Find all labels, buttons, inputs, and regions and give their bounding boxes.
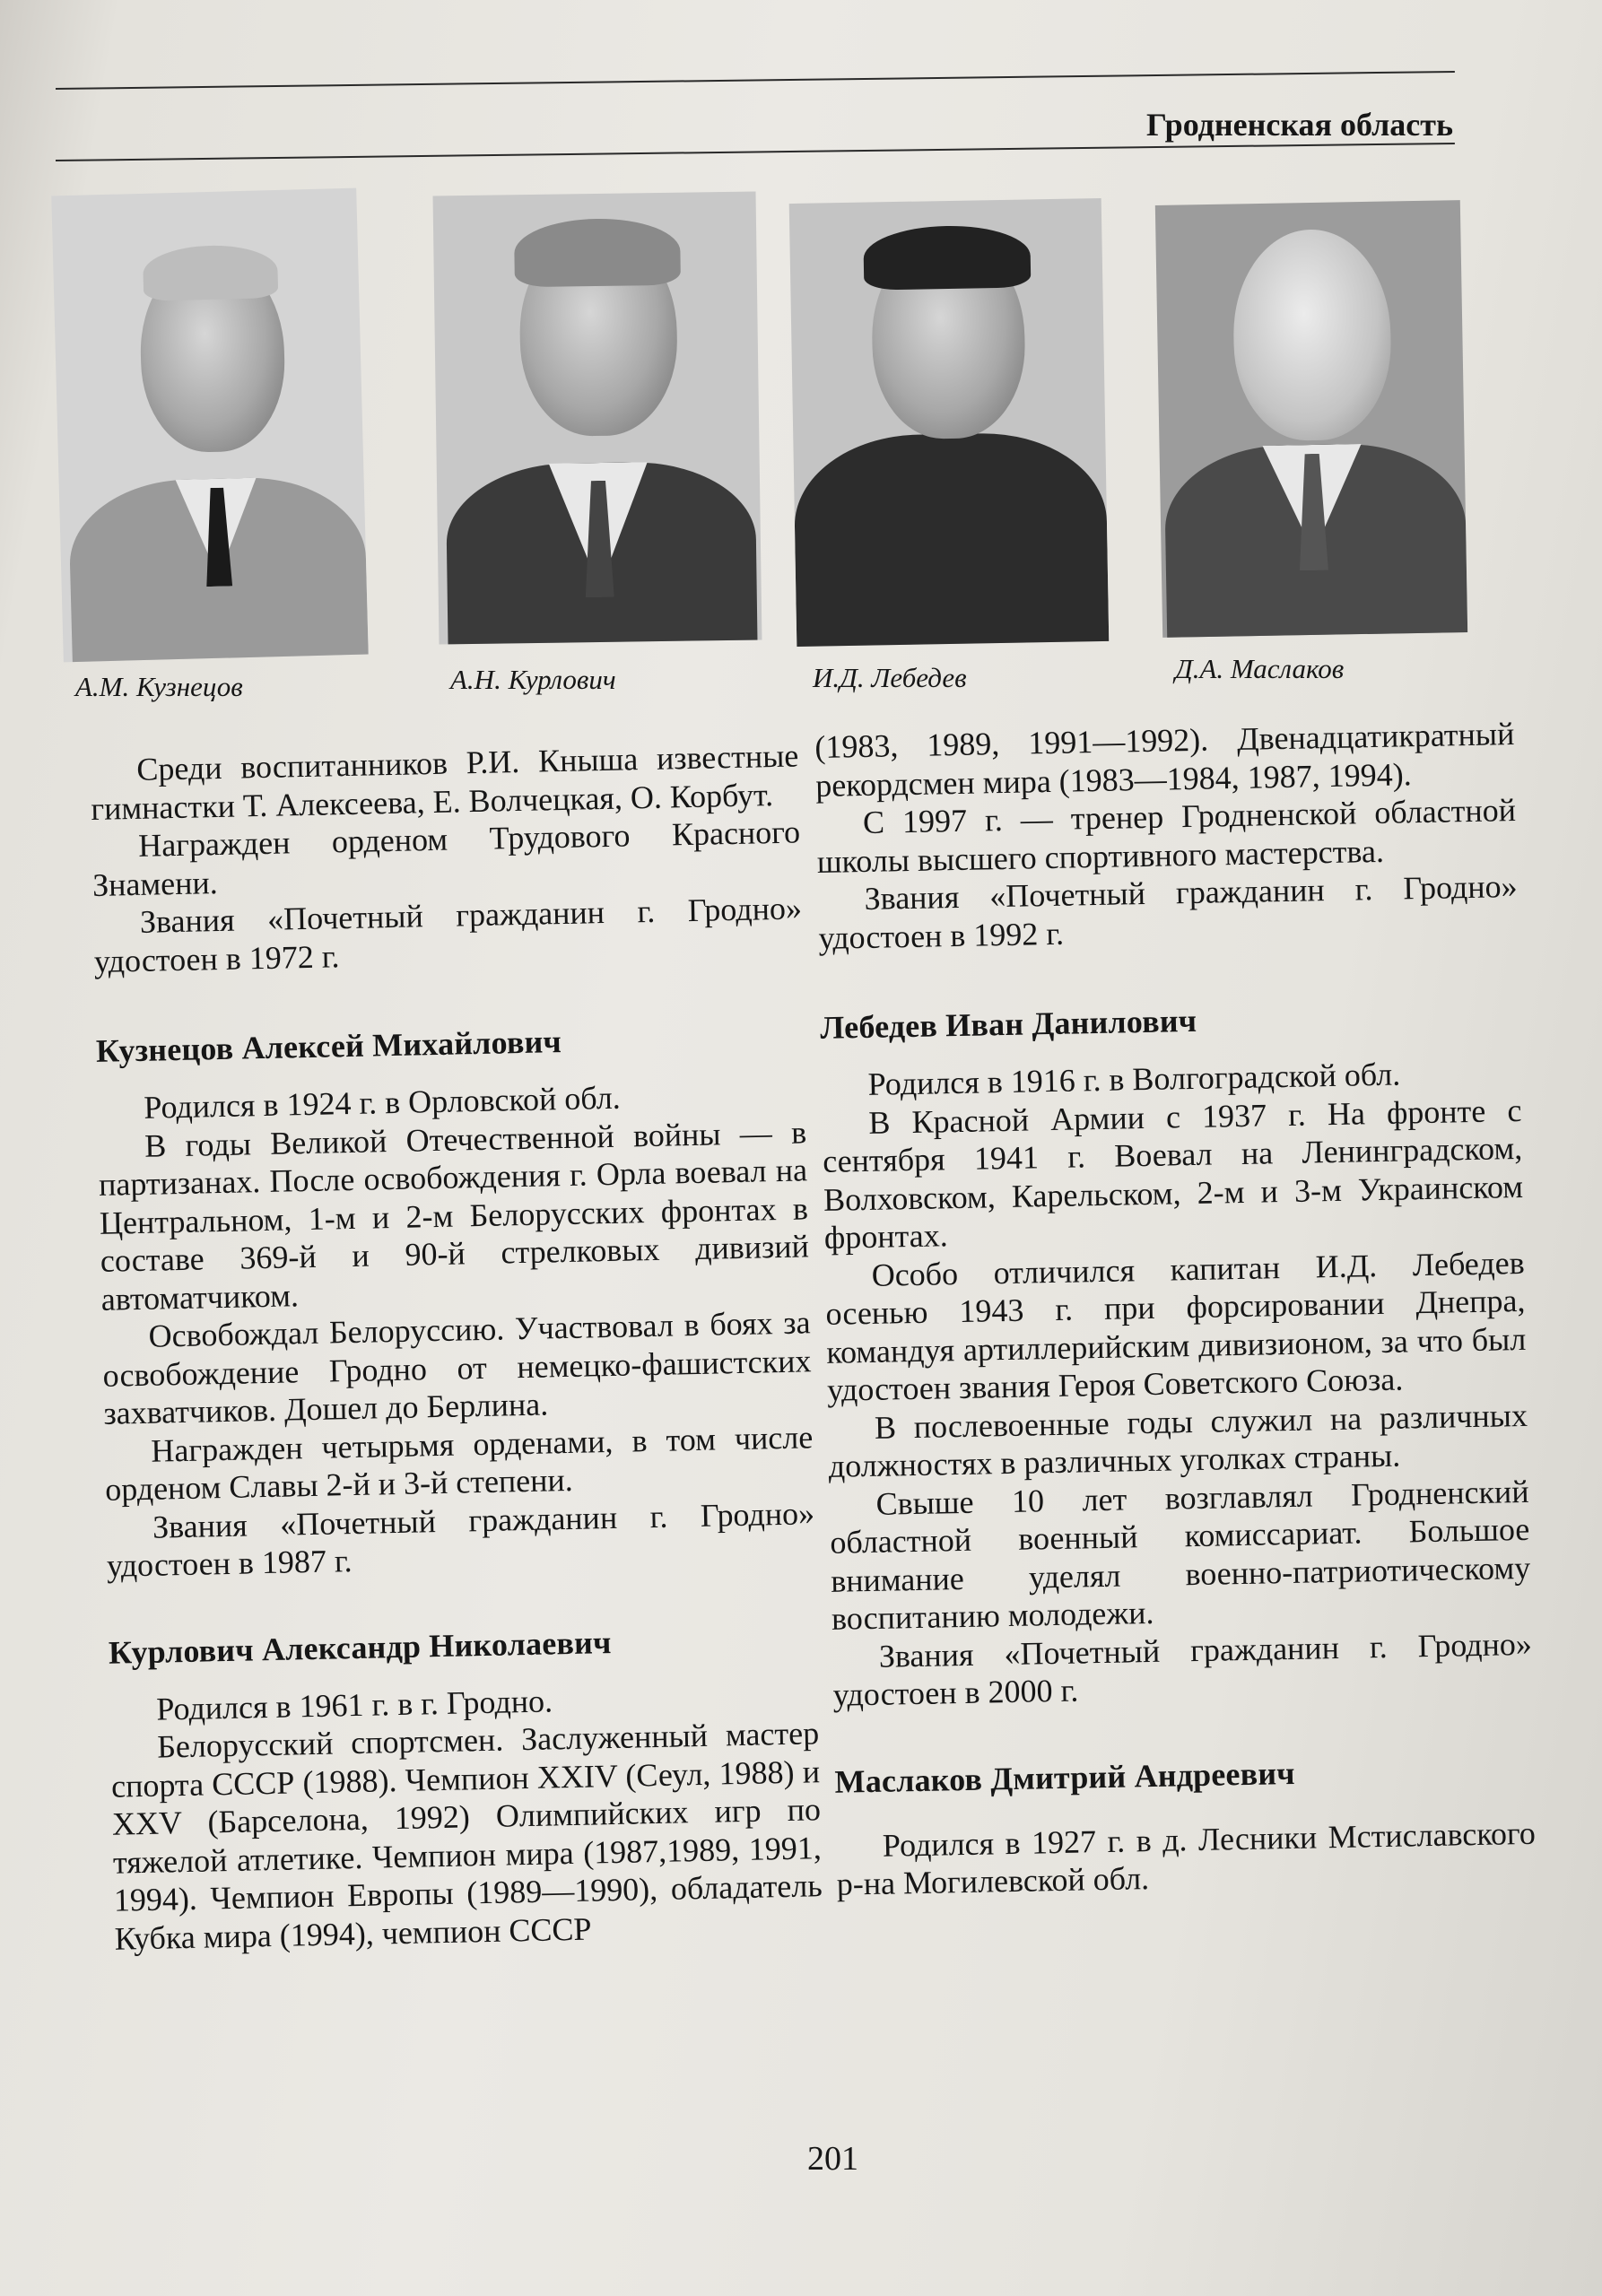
portrait-kurlovich bbox=[433, 192, 762, 645]
bio-paragraph: Свыше 10 лет возглавлял Гродненский областной военный комиссариат. Большое внимание уделял военно-патриотическому воспитанию молодежи. bbox=[830, 1473, 1531, 1637]
caption-kuznetsov: А.М. Кузнецов bbox=[75, 671, 243, 702]
bio-heading-kuznetsov: Кузнецов Алексей Михайлович bbox=[95, 1023, 562, 1069]
bio-paragraph: Белорусский спортсмен. Заслуженный мастер спорта СССР (1988). Чемпион XXIV (Сеул, 1988) и XXV (Барселона, 1992) Олимпийских игр по тяжелой атлетике. Чемпион мира (1987,1989, 1991, 1994). Чемпион Европы (1989—1990), обладатель Кубка мира (1994), чемпион СССР bbox=[110, 1715, 823, 1957]
bio-paragraph: Особо отличился капитан И.Д. Лебедев осенью 1943 г. при форсировании Днепра, командуя артиллерийским дивизионом, за что был удостоен звания Героя Советского Союза. bbox=[825, 1244, 1527, 1408]
portrait-kuznetsov bbox=[51, 188, 368, 663]
bio-paragraph: С 1997 г. — тренер Гродненской областной школы высшего спортивного мастерства. bbox=[816, 792, 1517, 880]
right-column bbox=[814, 715, 1537, 1903]
header-rule-bottom bbox=[56, 143, 1455, 161]
bio-paragraph: Родился в 1927 г. в д. Лесники Мстиславского р-на Могилевской обл. bbox=[836, 1814, 1537, 1902]
bio-paragraph: (1983, 1989, 1991—1992). Двенадцатикратный рекордсмен мира (1983—1984, 1987, 1994). bbox=[814, 716, 1515, 804]
caption-maslakov: Д.А. Маслаков bbox=[1175, 653, 1345, 684]
portrait-maslakov bbox=[1155, 200, 1467, 638]
bio-paragraph: Родился в 1916 г. в Волгоградской обл. bbox=[867, 1056, 1401, 1102]
intro-paragraph: Среди воспитанников Р.И. Кныша известные гимнастки Т. Алексеева, Е. Волчецкая, О. Корбут. bbox=[90, 737, 799, 827]
bio-paragraph: Награжден четырьмя орденами, в том числе орденом Славы 2-й и 3-й степени. bbox=[104, 1418, 814, 1508]
bio-paragraph: В годы Великой Отечественной войны — в партизанах. После освобождения г. Орла воевал на Центральном, 1-м и 2-м Белорусских фронтах в составе 369-й и 90-й стрелковых дивизий автоматчиком. bbox=[98, 1113, 810, 1318]
caption-kurlovich: А.Н. Курлович bbox=[450, 664, 616, 695]
intro-paragraph: Звания «Почетный гражданин г. Гродно» удостоен в 1972 г. bbox=[93, 890, 803, 979]
bio-heading-kurlovich: Курлович Александр Николаевич bbox=[108, 1623, 612, 1671]
bio-paragraph: Освобождал Белоруссию. Участвовал в боях за освобождение Гродно от немецко-фашистских захватчиков. Дошел до Берлина. bbox=[102, 1304, 812, 1431]
portrait-lebedev bbox=[789, 198, 1110, 647]
intro-paragraph: Награжден орденом Трудового Красного Знамени. bbox=[91, 813, 801, 903]
left-column bbox=[90, 736, 823, 1957]
running-head: Гродненская область bbox=[1146, 107, 1453, 143]
bio-paragraph: Родился в 1924 г. в Орловской обл. bbox=[143, 1079, 622, 1126]
bio-paragraph: Звания «Почетный гражданин г. Гродно» удостоен в 1987 г. bbox=[106, 1494, 815, 1584]
caption-lebedev: И.Д. Лебедев bbox=[813, 662, 967, 693]
bio-paragraph: В Красной Армии с 1937 г. На фронте с сентября 1941 г. Воевал на Ленинградском, Волховском, Карельском, 2-м и 3-м Украинском фронтах. bbox=[822, 1091, 1524, 1256]
bio-paragraph: В послевоенные годы служил на различных должностях в различных уголках страны. bbox=[828, 1396, 1528, 1484]
bio-paragraph: Звания «Почетный гражданин г. Гродно» удостоен в 2000 г. bbox=[832, 1625, 1533, 1713]
bio-heading-maslakov: Маслаков Дмитрий Андреевич bbox=[834, 1754, 1296, 1800]
bio-paragraph: Родился в 1961 г. в г. Гродно. bbox=[155, 1682, 553, 1727]
page-number: 201 bbox=[807, 2140, 858, 2178]
bio-paragraph: Звания «Почетный гражданин г. Гродно» удостоен в 1992 г. bbox=[818, 867, 1518, 956]
bio-heading-lebedev: Лебедев Иван Данилович bbox=[820, 1002, 1197, 1046]
header-rule-top bbox=[56, 71, 1455, 90]
